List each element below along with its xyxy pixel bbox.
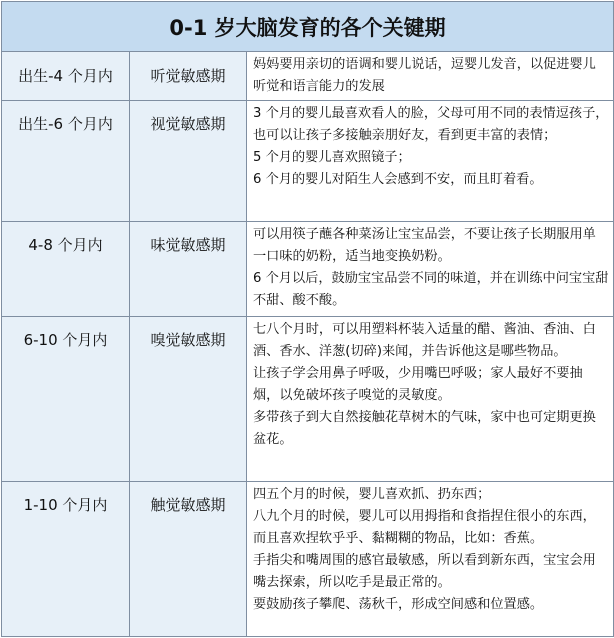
description-line: 5 个月的婴儿喜欢照镜子； (253, 150, 411, 165)
description-line: 3 个月的婴儿最喜欢看人的脸，父母可用不同的表情逗孩子，也可以让孩子多接触亲朋好友，看到更丰富的表情； (253, 106, 609, 143)
table-row (2, 52, 614, 101)
period-cell: 4-8 个月内 (2, 222, 130, 317)
table-title: 0-1 岁大脑发育的各个关键期 (2, 2, 614, 52)
sense-cell: 视觉敏感期 (130, 101, 247, 222)
period-cell: 1-10 个月内 (2, 482, 130, 637)
description-cell (247, 52, 614, 101)
sense-cell: 听觉敏感期 (130, 52, 247, 101)
description-cell (247, 101, 614, 222)
sense-cell: 触觉敏感期 (130, 482, 247, 637)
description-line: 要鼓励孩子攀爬、荡秋千，形成空间感和位置感。 (253, 597, 544, 612)
table-row (2, 317, 614, 482)
table-row (2, 101, 614, 222)
table-row (2, 482, 614, 637)
period-cell: 出生-6 个月内 (2, 101, 130, 222)
description-cell (247, 317, 614, 482)
description-line: 6 个月的婴儿对陌生人会感到不安，而且盯着看。 (253, 172, 543, 187)
brain-development-table (1, 1, 614, 637)
sense-cell: 味觉敏感期 (130, 222, 247, 317)
sense-cell: 嗅觉敏感期 (130, 317, 247, 482)
period-cell: 6-10 个月内 (2, 317, 130, 482)
description-line: 四五个月的时候，婴儿喜欢抓、扔东西； (253, 487, 491, 502)
description-line: 妈妈要用亲切的语调和婴儿说话，逗婴儿发音，以促进婴儿听觉和语言能力的发展 (253, 57, 596, 94)
description-line: 七八个月时，可以用塑料杯装入适量的醋、酱油、香油、白酒、香水、洋葱(切碎)来闻，并告诉他这是哪些物品。 (253, 322, 596, 359)
table-row (2, 222, 614, 317)
description-line: 手指尖和嘴周围的感官最敏感，所以看到新东西，宝宝会用嘴去探索，所以吃手是最正常的。 (253, 553, 596, 590)
title-row (2, 2, 614, 52)
period-cell: 出生-4 个月内 (2, 52, 130, 101)
description-line: 多带孩子到大自然接触花草树木的气味，家中也可定期更换盆花。 (253, 410, 596, 447)
description-line: 可以用筷子蘸各种菜汤让宝宝品尝，不要让孩子长期服用单一口味的奶粉，适当地变换奶粉。 (253, 227, 596, 264)
description-line: 6 个月以后，鼓励宝宝品尝不同的味道，并在训练中问宝宝甜不甜、酸不酸。 (253, 271, 609, 308)
description-cell (247, 482, 614, 637)
description-line: 八九个月的时候，婴儿可以用拇指和食指捏住很小的东西，而且喜欢捏软乎乎、黏糊糊的物品，比如：香蕉。 (253, 509, 596, 546)
description-cell (247, 222, 614, 317)
description-line: 让孩子学会用鼻子呼吸，少用嘴巴呼吸；家人最好不要抽烟，以免破坏孩子嗅觉的灵敏度。 (253, 366, 583, 403)
